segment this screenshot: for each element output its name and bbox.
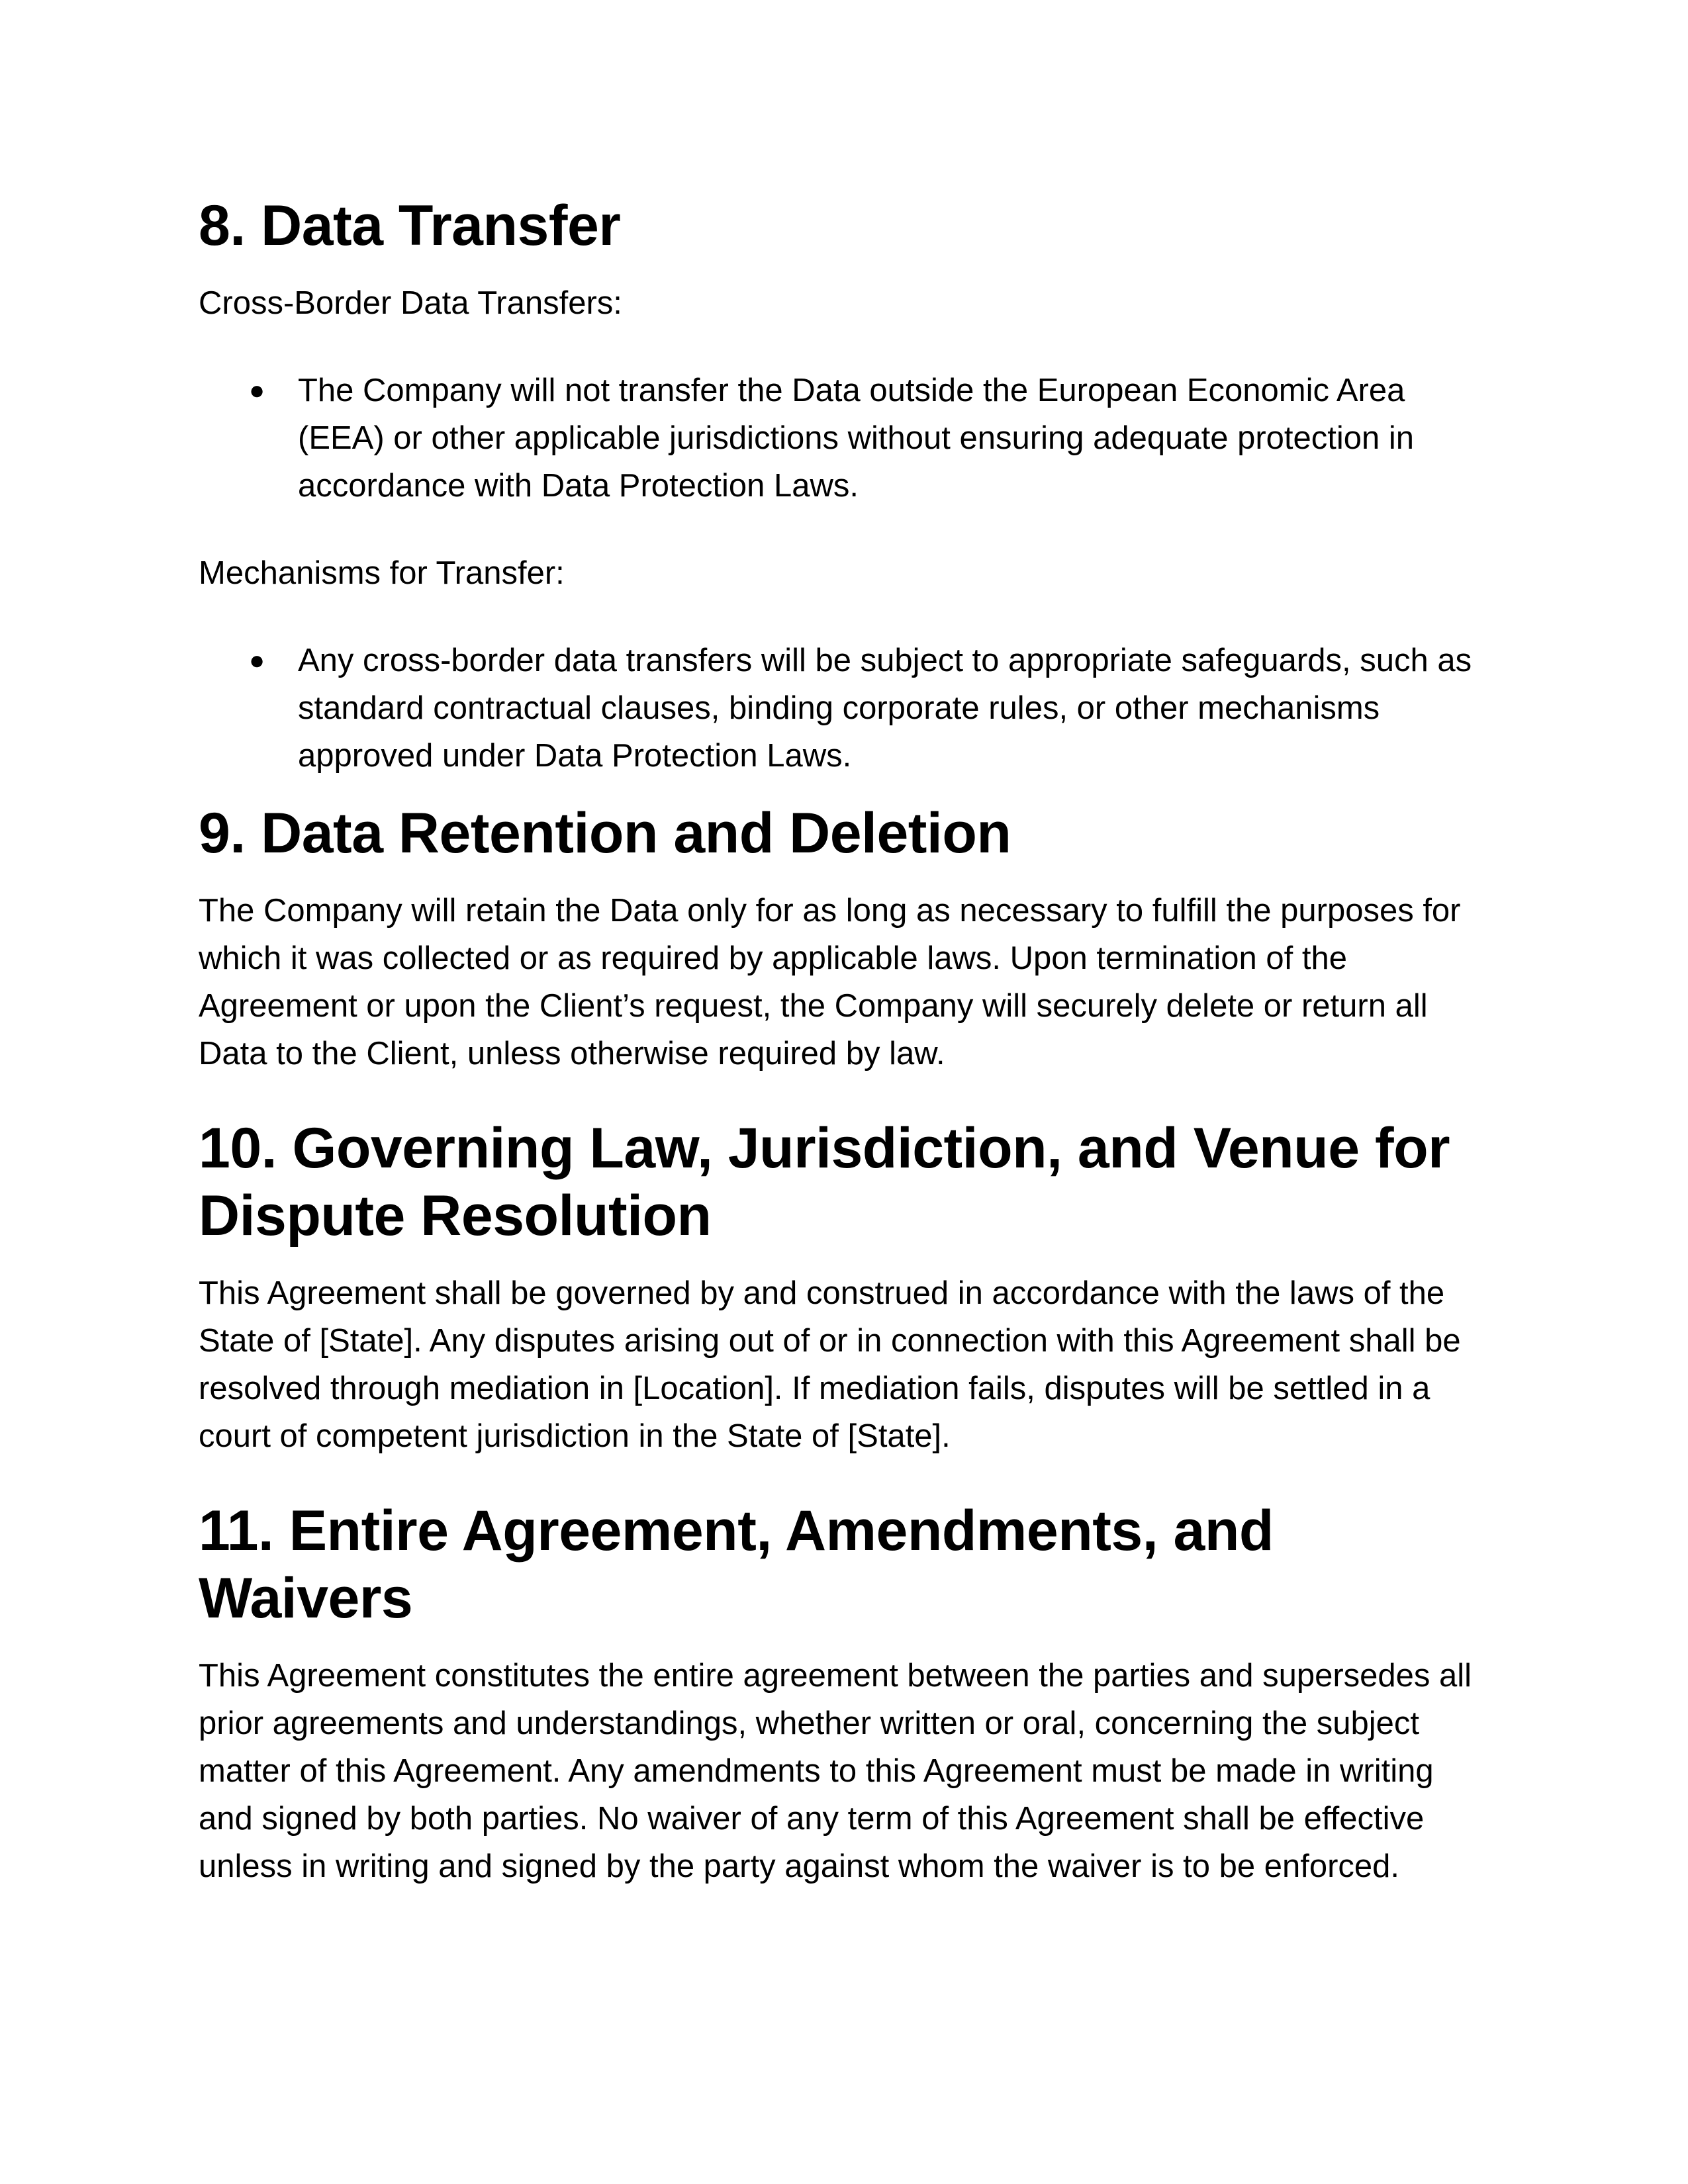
section-governing-law: [199, 1115, 1496, 1460]
list-item-text: Any cross-border data transfers will be subject to appropriate safeguards, such as standard contractual clauses, binding corporate rules, or other mechanisms approved under Data Protection Laws.: [298, 643, 1472, 774]
section-body: This Agreement constitutes the entire agreement between the parties and supersedes all prior agreements and understandings, whether written or oral, concerning the subject matter of this Agreement. Any amendments to this Agreement must be made in writing and signed by both parties. No waiver of any term of this Agreement shall be effective unless in writing and signed by the party against whom the waiver is to be enforced.: [199, 1658, 1472, 1884]
section-heading: 9. Data Retention and Deletion: [199, 801, 1011, 865]
bullet-icon: ●: [249, 646, 265, 675]
section-heading: 11. Entire Agreement, Amendments, and Waivers: [199, 1499, 1274, 1630]
subsection-label: Cross-Border Data Transfers:: [199, 285, 622, 321]
section-body: The Company will retain the Data only for as long as necessary to fulfill the purposes for which it was collected or as required by applicable laws. Upon termination of the Agreement or upon the Client’s request, the Company will securely delete or return all Data to the Client, unless otherwise required by law.: [199, 893, 1461, 1071]
bullet-icon: ●: [249, 376, 265, 405]
section-data-retention: [199, 799, 1496, 1077]
document-page: [199, 192, 1496, 1890]
list-item: [199, 637, 1496, 780]
section-data-transfer: [199, 192, 1496, 780]
section-body: This Agreement shall be governed by and construed in accordance with the laws of the State of [State]. Any disputes arising out of or in connection with this Agreement shall be resolved through mediation in [Location]. If mediation fails, disputes will be settled in a court of competent jurisdiction in the State of [State].: [199, 1275, 1461, 1454]
list-item: [199, 367, 1496, 510]
section-heading: 8. Data Transfer: [199, 194, 621, 257]
bullet-list: [199, 637, 1496, 780]
bullet-list: [199, 367, 1496, 510]
section-heading: 10. Governing Law, Jurisdiction, and Venue for Dispute Resolution: [199, 1116, 1450, 1248]
section-entire-agreement: [199, 1497, 1496, 1890]
list-item-text: The Company will not transfer the Data outside the European Economic Area (EEA) or other applicable jurisdictions without ensuring adequate protection in accordance with Data Protection Laws.: [298, 373, 1415, 504]
subsection-label: Mechanisms for Transfer:: [199, 555, 565, 591]
